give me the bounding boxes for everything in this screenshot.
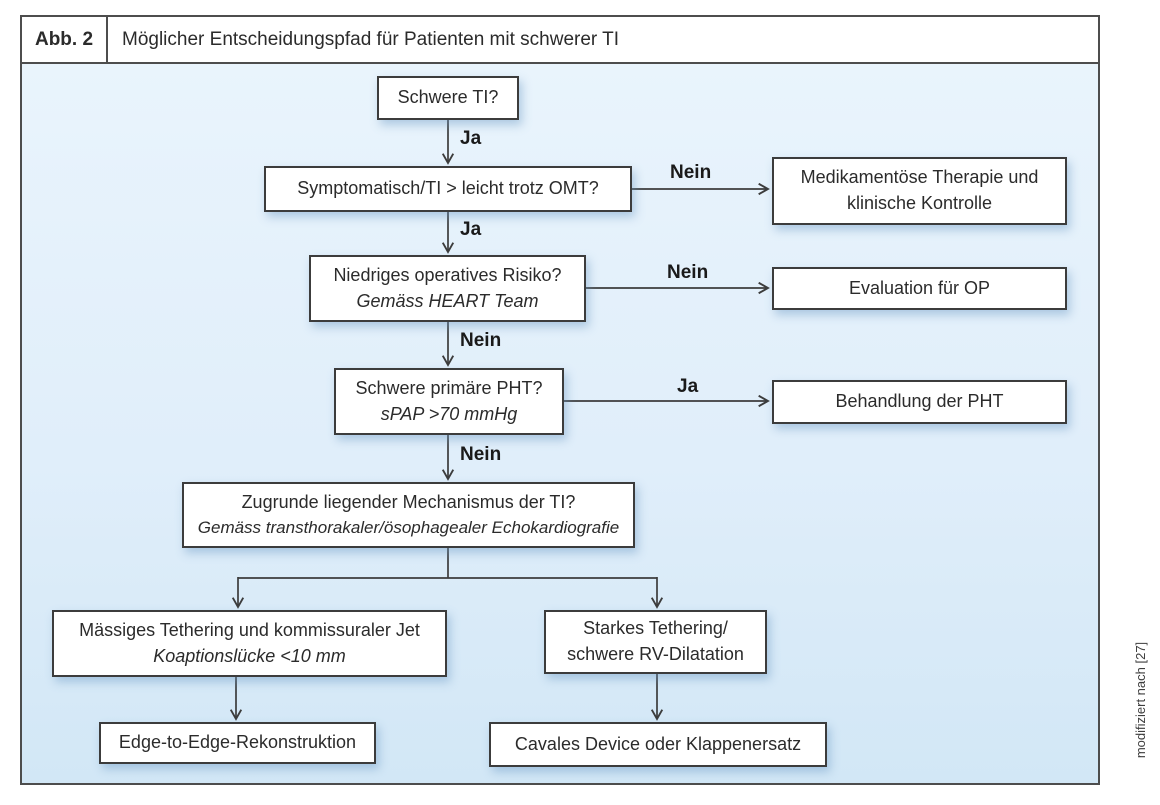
node-text: Schwere primäre PHT?: [355, 377, 543, 398]
node-text: Starkes Tethering/: [583, 618, 728, 639]
flowchart-panel: [22, 64, 1098, 783]
edge-label-ja-1: Ja: [460, 128, 482, 149]
edge-label-nein-omt: Nein: [670, 162, 712, 183]
node-subtext: sPAP >70 mmHg: [380, 403, 518, 424]
figure-number: Abb. 2: [22, 17, 108, 62]
node-maessiges-tethering: [52, 610, 447, 677]
node-behandlung-pht: [772, 380, 1067, 424]
edge-label-nein-down-1: Nein: [460, 330, 502, 351]
figure-title: Möglicher Entscheidungspfad für Patienten mit schwerer TI: [122, 28, 620, 50]
figure-header: [22, 17, 1098, 64]
node-subtext: schwere RV-Dilatation: [567, 644, 744, 664]
node-text: Medikamentöse Therapie und: [800, 167, 1039, 188]
edge-label-nein-risiko: Nein: [667, 262, 709, 283]
node-text: Zugrunde liegender Mechanismus der TI?: [241, 492, 576, 513]
node-starkes-tethering: [544, 610, 767, 674]
node-subtext: klinische Kontrolle: [846, 193, 993, 213]
node-edge-to-edge: [99, 722, 376, 764]
node-niedriges-risiko: [309, 255, 586, 322]
node-schwere-ti: [377, 76, 519, 120]
edge-label-ja-2: Ja: [460, 219, 482, 240]
node-text: Evaluation für OP: [848, 277, 991, 298]
figure-frame: [20, 15, 1100, 785]
node-text: Behandlung der PHT: [835, 391, 1004, 412]
node-medikamentoese-therapie: [772, 157, 1067, 225]
node-text: Cavales Device oder Klappenersatz: [514, 733, 802, 754]
edge-label-ja-pht: Ja: [677, 376, 699, 397]
node-text: Mässiges Tethering und kommissuraler Jet: [79, 619, 420, 640]
source-credit: modifiziert nach [27]: [1133, 641, 1148, 759]
node-cavales-device: [489, 722, 827, 767]
node-subtext: Gemäss HEART Team: [356, 290, 539, 311]
node-text: Edge-to-Edge-Rekonstruktion: [118, 732, 357, 753]
node-text: Niedriges operatives Risiko?: [333, 264, 562, 285]
node-evaluation-op: [772, 267, 1067, 310]
node-subtext: Koaptionslücke <10 mm: [153, 645, 346, 666]
node-text: Schwere TI?: [397, 87, 499, 108]
node-symptomatisch: [264, 166, 632, 212]
node-subtext: Gemäss transthorakaler/ösophagealer Echokardiografie: [197, 517, 620, 537]
edge-label-nein-down-2: Nein: [460, 444, 502, 465]
node-schwere-pht: [334, 368, 564, 435]
node-mechanismus: [182, 482, 635, 548]
node-text: Symptomatisch/TI > leicht trotz OMT?: [297, 178, 599, 199]
